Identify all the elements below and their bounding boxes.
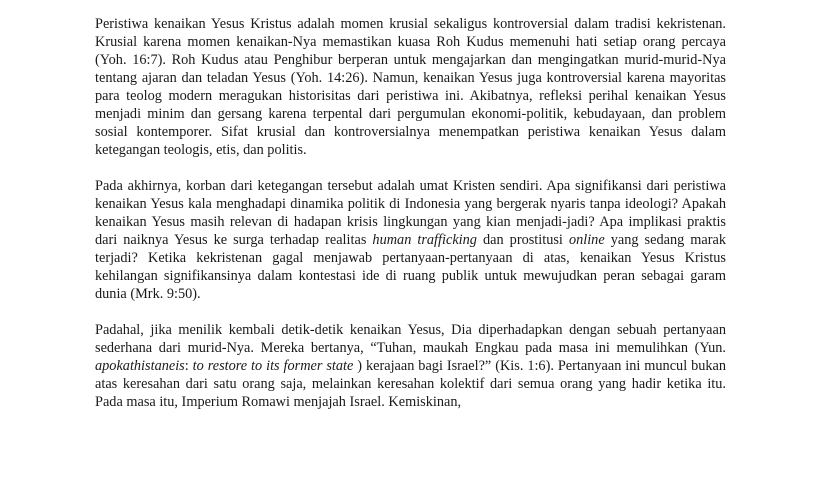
document-page [95, 15, 726, 429]
paragraph-1-text: Peristiwa kenaikan Yesus Kristus adalah momen krusial sekaligus kontroversial dalam tradisi kekristenan. Krusial karena momen kenaikan-Nya memastikan kuasa Roh Kudus memenuhi hati setiap orang percaya (Yoh. 16:7). Roh Kudus atau Penghibur berperan untuk mengajarkan dan mengingatkan murid-murid-Nya tentang ajaran dan teladan Yesus (Yoh. 14:26). Namun, kenaikan Yesus juga kontroversial karena mayoritas para teolog modern meragukan historisitas dari peristiwa ini. Akibatnya, refleksi perihal kenaikan Yesus menjadi minim dan gersang karena terpental dari pergumulan ekonomi-politik, kebudayaan, dan problem sosial kontemporer. Sifat krusial dan kontroversialnya menempatkan peristiwa kenaikan Yesus dalam ketegangan teologis, etis, dan politis. [95, 16, 726, 158]
paragraph-2 [95, 177, 726, 303]
paragraph-2-text-b: dan prostitusi [476, 232, 569, 248]
paragraph-3-text-b: : [184, 358, 193, 374]
paragraph-3 [95, 321, 726, 411]
paragraph-3-text-a: Padahal, jika menilik kembali detik-detik kenaikan Yesus, Dia diperhadapkan dengan sebuah pertanyaan sederhana dari murid-Nya. Mereka bertanya, “Tuhan, maukah Engkau pada masa ini memulihkan (Yun. [95, 322, 726, 356]
paragraph-1 [95, 15, 726, 159]
paragraph-2-text-c: yang sedang marak terjadi? Ketika kekristenan gagal menjawab pertanyaan-pertanyaan di atas, kenaikan Yesus Kristus kehilangan signifikansinya dalam kontestasi ide di ruang publik untuk mewujudkan peran sebagai garam dunia (Mrk. 9:50). [95, 232, 727, 302]
paragraph-2-text-a: Pada akhirnya, korban dari ketegangan tersebut adalah umat Kristen sendiri. Apa signifikansi dari peristiwa kenaikan Yesus kala menghadapi dinamika politik di Indonesia yang bergerak nyaris tanpa ideologi? Apakah kenaikan Yesus masih relevan di hadapan krisis lingkungan yang kian menjadi-jadi? Apa implikasi praktis dari naiknya Yesus ke surga terhadap realitas [95, 178, 726, 248]
italic-term-greek: apokathistaneis [95, 358, 185, 374]
italic-term-translation: to restore to its former state [192, 358, 354, 374]
italic-term-online: online [568, 232, 605, 248]
italic-term-human-trafficking: human trafficking [372, 232, 477, 248]
paragraph-3-text-c: ) kerajaan bagi Israel?” (Kis. 1:6). Pertanyaan ini muncul bukan atas keresahan dari satu orang saja, melainkan keresahan kolektif dari semua orang yang hadir ketika itu. Pada masa itu, Imperium Romawi menjajah Israel. Kemiskinan, [95, 358, 727, 410]
